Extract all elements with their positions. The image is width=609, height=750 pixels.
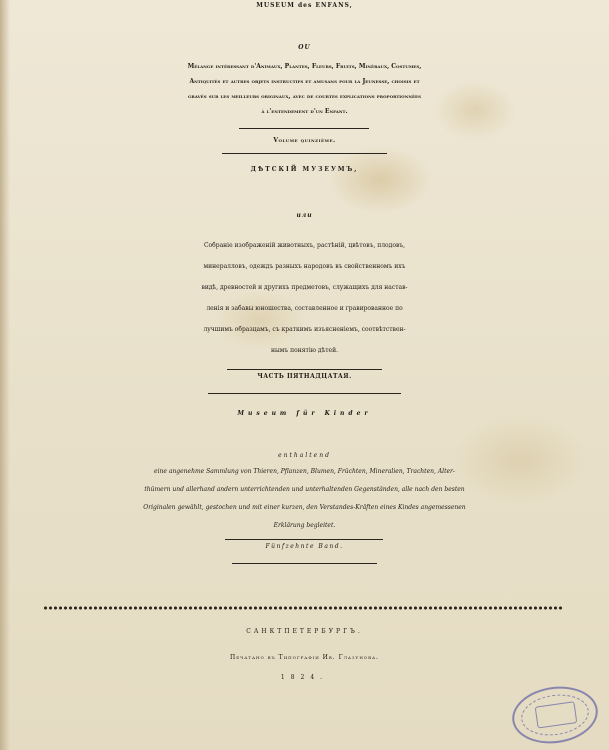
imprint-printer: Печатано въ Типографіи Ив. Глазунова. — [230, 654, 379, 661]
russian-description-line: видѣ, древностей и другихъ предметовъ, служащихъ для настав- — [201, 284, 408, 291]
german-title: Museum für Kinder — [237, 410, 372, 417]
divider-rule — [225, 539, 383, 540]
russian-description-line: минералловъ, одеждъ разныхъ народовъ въ свойственномъ ихъ — [203, 263, 406, 270]
russian-title: ДѢТСКІЙ МУЗЕУМЪ, — [250, 166, 359, 173]
german-description-line: eine angenehme Sammlung von Thieren, Pflanzen, Blumen, Früchten, Mineralien, Trachten, Alter- — [154, 468, 455, 475]
french-title: MUSEUM des ENFANS, — [256, 2, 353, 9]
divider-rule — [222, 153, 387, 154]
russian-connector: или — [296, 212, 313, 219]
french-connector: OU — [298, 44, 311, 51]
russian-description-line: нымъ понятію дѣтей. — [270, 347, 339, 354]
french-description-line: gravés sur les meilleurs originaux, avec de courtes explications proportionnées — [188, 93, 421, 100]
library-stamp-emblem — [535, 701, 578, 728]
library-stamp — [509, 681, 602, 748]
german-connector: enthaltend — [278, 452, 331, 459]
imprint-year: 1824. — [280, 674, 329, 681]
divider-rule — [232, 563, 377, 564]
russian-description-line: Собраніе изображеній животныхъ, растѣній, цвѣтовъ, плодовъ, — [203, 242, 406, 249]
russian-description-line: ленія и забавы юношества, составленное и гравированное по — [206, 305, 403, 312]
german-description-line: Erklärung begleitet. — [273, 522, 336, 529]
russian-volume: ЧАСТЬ ПЯТНАДЦАТАЯ. — [257, 373, 352, 380]
german-description-line: thümern und allerhand andern unterrichtenden und unterhaltenden Gegenständen, alle nach den besten — [144, 486, 465, 493]
french-description-line: à l'entendement d'un Enfant. — [261, 108, 348, 115]
divider-rule — [227, 369, 382, 370]
german-volume: Fünfzehnte Band. — [265, 543, 344, 550]
german-description-line: Originalen gewählt, gestochen und mit einer kurzen, den Verstandes-Kräften eines Kindes angemessenen — [143, 504, 466, 511]
french-volume: Volume quinzième. — [273, 137, 336, 144]
dotted-rule — [43, 606, 563, 610]
french-description-line: Mélange intéressant d'Animaux, Plantes, Fleurs, Fruits, Minéraux, Costumes, — [187, 63, 422, 70]
russian-description-line: лучшимъ образцамъ, съ краткимъ изъясненіемъ, соотвѣтствен- — [203, 326, 406, 333]
divider-rule — [208, 393, 401, 394]
divider-rule — [239, 128, 369, 129]
imprint-city: САНКТПЕТЕРБУРГЪ. — [246, 628, 363, 635]
french-description-line: Antiquités et autres objets instructifs et amusans pour la Jeunesse, choisis et — [189, 78, 420, 85]
